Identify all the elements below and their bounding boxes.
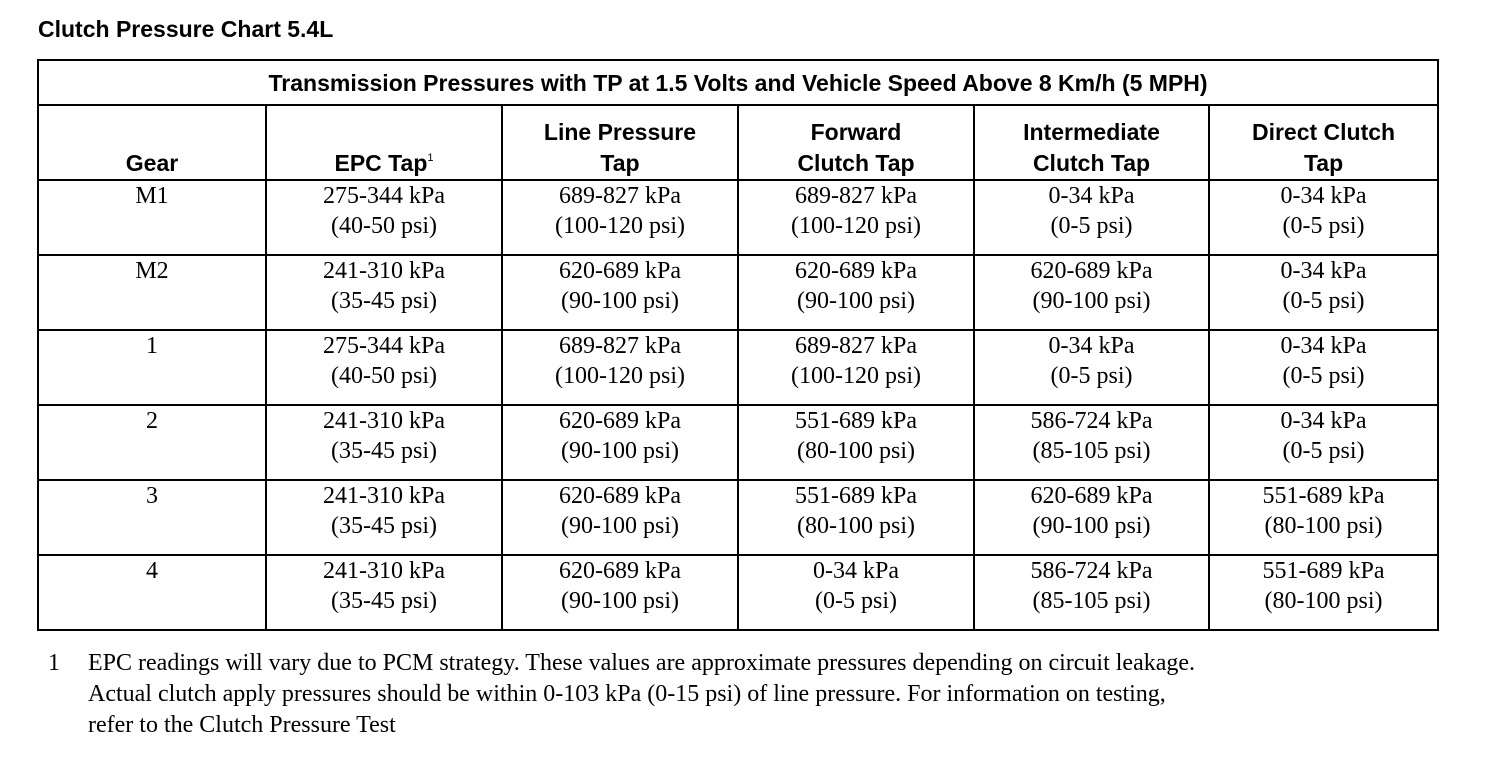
pressure-kpa: 551-689 kPa (1262, 558, 1385, 584)
pressure-kpa: 0-34 kPa (813, 558, 899, 584)
gear-cell: M2 (38, 255, 266, 330)
pressure-psi: (40-50 psi) (331, 363, 437, 389)
pressure-cell (266, 255, 502, 330)
pressure-cell (502, 480, 738, 555)
header-line-pressure-tap (502, 105, 738, 180)
pressure-psi: (90-100 psi) (561, 513, 679, 539)
table-row (38, 330, 1438, 405)
pressure-psi: (85-105 psi) (1032, 438, 1151, 464)
pressure-cell (974, 405, 1209, 480)
pressure-kpa: 689-827 kPa (559, 183, 681, 209)
header-line: Gear (125, 150, 179, 176)
pressure-psi: (0-5 psi) (1050, 213, 1133, 239)
pressure-cell (502, 330, 738, 405)
pressure-cell (738, 330, 974, 405)
pressure-psi: (80-100 psi) (797, 513, 915, 539)
pressure-kpa: 0-34 kPa (1048, 183, 1135, 209)
pressure-psi: (100-120 psi) (555, 213, 685, 239)
pressure-kpa: 586-724 kPa (1030, 558, 1153, 584)
pressure-psi: (90-100 psi) (561, 588, 679, 614)
pressure-cell (1209, 555, 1438, 630)
pressure-kpa: 241-310 kPa (323, 483, 445, 509)
pressure-cell (266, 180, 502, 255)
pressure-cell (266, 330, 502, 405)
pressure-psi: (80-100 psi) (797, 438, 915, 464)
pressure-psi: (90-100 psi) (797, 288, 915, 314)
footnote-line: Actual clutch apply pressures should be within 0-103 kPa (0-15 psi) of line pressure. For information on testing, (88, 681, 1166, 707)
gear-cell: 2 (38, 405, 266, 480)
footnote-line: refer to the Clutch Pressure Test (88, 712, 396, 738)
pressure-kpa: 620-689 kPa (795, 258, 917, 284)
pressure-table (37, 59, 1439, 631)
table-row (38, 480, 1438, 555)
pressure-kpa: 0-34 kPa (1280, 333, 1367, 359)
document-title: Clutch Pressure Chart 5.4L (38, 16, 334, 42)
pressure-psi: (35-45 psi) (331, 513, 437, 539)
header-line: Tap (600, 150, 640, 176)
pressure-cell (1209, 480, 1438, 555)
header-epc-tap (266, 105, 502, 180)
pressure-psi: (85-105 psi) (1032, 588, 1151, 614)
pressure-kpa: 0-34 kPa (1048, 333, 1135, 359)
pressure-psi: (0-5 psi) (1282, 438, 1365, 464)
pressure-kpa: 620-689 kPa (559, 558, 681, 584)
header-forward-clutch-tap (738, 105, 974, 180)
pressure-kpa: 0-34 kPa (1280, 258, 1367, 284)
pressure-cell (738, 555, 974, 630)
footnote-line: EPC readings will vary due to PCM strategy. These values are approximate pressures depending on circuit leakage. (88, 650, 1196, 676)
pressure-psi: (100-120 psi) (791, 363, 921, 389)
pressure-kpa: 620-689 kPa (559, 408, 681, 434)
pressure-kpa: 551-689 kPa (1262, 483, 1385, 509)
table-row (38, 405, 1438, 480)
pressure-psi: (35-45 psi) (331, 438, 437, 464)
header-line: Line Pressure (543, 119, 697, 145)
pressure-kpa: 241-310 kPa (323, 558, 445, 584)
footnote-marker: 1 (427, 152, 434, 164)
pressure-psi: (90-100 psi) (1032, 513, 1151, 539)
footnote-number: 1 (48, 650, 60, 676)
table-header-row (38, 105, 1438, 180)
pressure-kpa: 0-34 kPa (1280, 183, 1367, 209)
gear-cell: 3 (38, 480, 266, 555)
footnote-text (88, 648, 1438, 741)
pressure-cell (738, 180, 974, 255)
pressure-psi: (90-100 psi) (561, 438, 679, 464)
pressure-cell (1209, 255, 1438, 330)
pressure-cell (738, 480, 974, 555)
table-row (38, 255, 1438, 330)
pressure-psi: (0-5 psi) (1282, 288, 1365, 314)
table-row (38, 180, 1438, 255)
pressure-cell (974, 180, 1209, 255)
pressure-cell (974, 330, 1209, 405)
pressure-cell (1209, 405, 1438, 480)
header-intermediate-clutch-tap (974, 105, 1209, 180)
header-gear (38, 105, 266, 180)
pressure-psi: (0-5 psi) (1282, 213, 1365, 239)
pressure-cell (266, 480, 502, 555)
pressure-kpa: 689-827 kPa (559, 333, 681, 359)
pressure-psi: (80-100 psi) (1264, 513, 1383, 539)
pressure-psi: (80-100 psi) (1264, 588, 1383, 614)
pressure-cell (266, 555, 502, 630)
header-line: Forward (810, 119, 902, 145)
pressure-psi: (35-45 psi) (331, 288, 437, 314)
pressure-cell (1209, 330, 1438, 405)
pressure-kpa: 275-344 kPa (323, 183, 445, 209)
pressure-cell (502, 405, 738, 480)
pressure-cell (738, 255, 974, 330)
gear-cell: 1 (38, 330, 266, 405)
pressure-kpa: 551-689 kPa (795, 408, 917, 434)
pressure-kpa: 620-689 kPa (559, 483, 681, 509)
header-direct-clutch-tap (1209, 105, 1438, 180)
pressure-psi: (90-100 psi) (1032, 288, 1151, 314)
pressure-psi: (0-5 psi) (1282, 363, 1365, 389)
pressure-psi: (35-45 psi) (331, 588, 437, 614)
pressure-kpa: 689-827 kPa (795, 333, 917, 359)
pressure-psi: (100-120 psi) (791, 213, 921, 239)
pressure-kpa: 241-310 kPa (323, 258, 445, 284)
header-line: Direct Clutch (1251, 119, 1396, 145)
pressure-kpa: 551-689 kPa (795, 483, 917, 509)
header-line: Tap (1303, 150, 1344, 176)
pressure-cell (266, 405, 502, 480)
pressure-psi: (0-5 psi) (1050, 363, 1133, 389)
pressure-psi: (100-120 psi) (555, 363, 685, 389)
pressure-kpa: 586-724 kPa (1030, 408, 1153, 434)
pressure-cell (502, 555, 738, 630)
header-line (267, 148, 501, 179)
pressure-kpa: 620-689 kPa (559, 258, 681, 284)
pressure-kpa: 620-689 kPa (1030, 483, 1153, 509)
pressure-psi: (0-5 psi) (815, 588, 897, 614)
pressure-kpa: 689-827 kPa (795, 183, 917, 209)
gear-cell: 4 (38, 555, 266, 630)
pressure-kpa: 275-344 kPa (323, 333, 445, 359)
pressure-cell (738, 405, 974, 480)
gear-cell: M1 (38, 180, 266, 255)
table-caption: Transmission Pressures with TP at 1.5 Volts and Vehicle Speed Above 8 Km/h (5 MPH) (38, 60, 1438, 105)
pressure-psi: (90-100 psi) (561, 288, 679, 314)
table-caption-row (38, 60, 1438, 105)
pressure-psi: (40-50 psi) (331, 213, 437, 239)
pressure-cell (974, 480, 1209, 555)
pressure-kpa: 620-689 kPa (1030, 258, 1153, 284)
pressure-cell (974, 555, 1209, 630)
table-row (38, 555, 1438, 630)
table-body (38, 180, 1438, 630)
header-line: Clutch Tap (797, 150, 915, 176)
pressure-cell (502, 255, 738, 330)
pressure-cell (1209, 180, 1438, 255)
pressure-kpa: 241-310 kPa (323, 408, 445, 434)
pressure-cell (974, 255, 1209, 330)
pressure-kpa: 0-34 kPa (1280, 408, 1367, 434)
pressure-cell (502, 180, 738, 255)
header-line: Clutch Tap (1032, 150, 1151, 176)
header-line: Intermediate (1023, 119, 1160, 145)
header-text: EPC Tap (334, 150, 428, 176)
